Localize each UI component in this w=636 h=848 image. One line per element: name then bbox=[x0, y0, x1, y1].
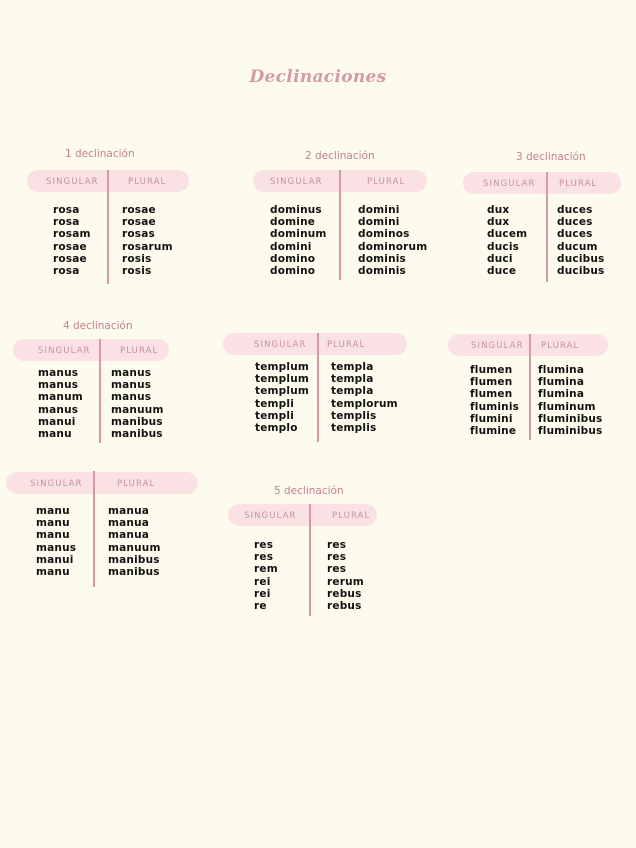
column-divider bbox=[99, 339, 101, 443]
singular-form: res bbox=[254, 539, 274, 551]
singular-form: rem bbox=[254, 563, 278, 576]
plural-form: manua bbox=[108, 517, 150, 530]
plural-form: rosae bbox=[122, 216, 156, 229]
header-singular: SINGULAR bbox=[254, 340, 307, 350]
singular-form: rei bbox=[254, 587, 271, 600]
plural-form: fluminum bbox=[538, 400, 596, 413]
singular-form: rosa bbox=[53, 265, 80, 278]
plural-form: templa bbox=[331, 361, 374, 373]
plural-form: templorum bbox=[331, 397, 398, 410]
plural-form: ducibus bbox=[557, 265, 605, 278]
plural-form: rosae bbox=[122, 204, 156, 216]
singular-form: manu bbox=[36, 529, 70, 542]
singular-column bbox=[255, 361, 309, 434]
plural-form: duces bbox=[557, 216, 593, 229]
header-plural: PLURAL bbox=[117, 479, 156, 489]
singular-form: flumen bbox=[470, 364, 513, 376]
singular-form: ducis bbox=[487, 240, 520, 253]
page-title: Declinaciones bbox=[249, 67, 387, 87]
singular-column bbox=[38, 367, 83, 440]
singular-form: rei bbox=[254, 575, 271, 588]
plural-form: manus bbox=[111, 391, 152, 404]
singular-form: flumine bbox=[470, 425, 517, 438]
column-divider bbox=[529, 334, 531, 440]
table-title: 3 declinación bbox=[516, 151, 586, 163]
singular-form: templi bbox=[255, 397, 294, 410]
singular-form: manui bbox=[36, 553, 74, 566]
plural-form: templa bbox=[331, 373, 374, 386]
singular-form: duci bbox=[487, 252, 513, 265]
column-divider bbox=[546, 172, 548, 282]
singular-form: templum bbox=[255, 373, 310, 386]
header-singular: SINGULAR bbox=[483, 179, 536, 189]
header-plural: PLURAL bbox=[327, 340, 366, 350]
plural-form: manus bbox=[111, 379, 152, 392]
plural-form: manibus bbox=[111, 415, 163, 428]
plural-form: res bbox=[327, 539, 347, 551]
table-title: 5 declinación bbox=[274, 485, 344, 497]
singular-column bbox=[487, 204, 527, 277]
singular-column bbox=[270, 204, 327, 277]
singular-column bbox=[36, 505, 76, 578]
plural-form: res bbox=[327, 563, 347, 576]
singular-form: fluminis bbox=[470, 400, 520, 413]
singular-form: manus bbox=[38, 379, 79, 392]
singular-form: templum bbox=[255, 385, 310, 398]
plural-form: dominis bbox=[358, 252, 406, 265]
plural-form: manua bbox=[108, 505, 150, 517]
plural-form: duces bbox=[557, 204, 593, 216]
plural-form: rebus bbox=[327, 587, 362, 600]
plural-form: manibus bbox=[108, 553, 160, 566]
plural-form: rebus bbox=[327, 600, 362, 613]
singular-form: flumen bbox=[470, 376, 513, 389]
singular-form: domine bbox=[270, 216, 316, 229]
column-divider bbox=[93, 471, 95, 587]
singular-form: rosae bbox=[53, 240, 87, 253]
singular-form: rosae bbox=[53, 252, 87, 265]
singular-form: templo bbox=[255, 422, 298, 435]
column-divider bbox=[107, 170, 109, 284]
plural-form: flumina bbox=[538, 364, 585, 376]
plural-form: templis bbox=[331, 422, 377, 435]
header-singular: SINGULAR bbox=[46, 177, 99, 187]
header-singular: SINGULAR bbox=[471, 341, 524, 351]
singular-form: domino bbox=[270, 265, 316, 278]
singular-column bbox=[53, 204, 91, 277]
singular-form: manui bbox=[38, 415, 76, 428]
singular-form: rosa bbox=[53, 204, 80, 216]
plural-column bbox=[327, 539, 364, 612]
plural-column bbox=[108, 505, 161, 578]
plural-form: manus bbox=[111, 367, 152, 379]
singular-form: res bbox=[254, 551, 274, 564]
plural-form: manua bbox=[108, 529, 150, 542]
header-plural: PLURAL bbox=[559, 179, 598, 189]
plural-form: flumina bbox=[538, 376, 585, 389]
plural-form: dominorum bbox=[358, 240, 428, 253]
column-divider bbox=[317, 333, 319, 442]
column-divider bbox=[339, 170, 341, 280]
plural-column bbox=[358, 204, 427, 277]
column-divider bbox=[309, 504, 311, 616]
plural-form: ducum bbox=[557, 240, 598, 253]
plural-form: dominos bbox=[358, 228, 410, 241]
plural-form: manibus bbox=[111, 428, 163, 441]
plural-form: manuum bbox=[108, 541, 161, 554]
plural-form: res bbox=[327, 551, 347, 564]
plural-form: rosis bbox=[122, 252, 152, 265]
plural-form: manuum bbox=[111, 403, 164, 416]
singular-form: manum bbox=[38, 391, 83, 404]
singular-form: domini bbox=[270, 240, 312, 253]
singular-form: dominum bbox=[270, 228, 327, 241]
singular-form: rosa bbox=[53, 216, 80, 229]
plural-form: ducibus bbox=[557, 252, 605, 265]
plural-form: fluminibus bbox=[538, 425, 603, 438]
table-title: 4 declinación bbox=[63, 320, 133, 332]
plural-column bbox=[331, 361, 398, 434]
header-singular: SINGULAR bbox=[244, 511, 297, 521]
header-plural: PLURAL bbox=[332, 511, 371, 521]
singular-form: manus bbox=[36, 541, 77, 554]
singular-column bbox=[470, 364, 519, 437]
plural-form: manibus bbox=[108, 566, 160, 579]
plural-column bbox=[111, 367, 164, 440]
plural-form: fluminibus bbox=[538, 412, 603, 425]
header-plural: PLURAL bbox=[120, 346, 159, 356]
plural-form: rerum bbox=[327, 575, 364, 588]
plural-form: dominis bbox=[358, 265, 406, 278]
header-plural: PLURAL bbox=[541, 341, 580, 351]
plural-column bbox=[122, 204, 173, 277]
singular-form: manus bbox=[38, 367, 79, 379]
plural-column bbox=[557, 204, 604, 277]
header-singular: SINGULAR bbox=[30, 479, 83, 489]
singular-form: templi bbox=[255, 409, 294, 422]
plural-form: templa bbox=[331, 385, 374, 398]
plural-form: domini bbox=[358, 216, 400, 229]
plural-form: flumina bbox=[538, 388, 585, 401]
table-title: 1 declinación bbox=[65, 148, 135, 160]
plural-form: rosarum bbox=[122, 240, 173, 253]
plural-column bbox=[538, 364, 603, 437]
singular-form: dux bbox=[487, 204, 510, 216]
singular-form: re bbox=[254, 600, 267, 613]
plural-form: duces bbox=[557, 228, 593, 241]
singular-form: templum bbox=[255, 361, 310, 373]
singular-form: duce bbox=[487, 265, 517, 278]
plural-form: rosis bbox=[122, 265, 152, 278]
header-singular: SINGULAR bbox=[270, 177, 323, 187]
singular-form: ducem bbox=[487, 228, 528, 241]
table-title: 2 declinación bbox=[305, 150, 375, 162]
plural-form: domini bbox=[358, 204, 400, 216]
singular-form: manu bbox=[36, 517, 70, 530]
header-plural: PLURAL bbox=[128, 177, 167, 187]
singular-form: flumen bbox=[470, 388, 513, 401]
singular-column bbox=[254, 539, 278, 612]
header-plural: PLURAL bbox=[367, 177, 406, 187]
singular-form: manu bbox=[36, 505, 70, 517]
singular-form: dominus bbox=[270, 204, 322, 216]
plural-form: rosas bbox=[122, 228, 155, 241]
header-band bbox=[223, 333, 407, 355]
singular-form: domino bbox=[270, 252, 316, 265]
header-singular: SINGULAR bbox=[38, 346, 91, 356]
singular-form: manus bbox=[38, 403, 79, 416]
plural-form: templis bbox=[331, 409, 377, 422]
singular-form: dux bbox=[487, 216, 510, 229]
singular-form: flumini bbox=[470, 412, 513, 425]
singular-form: rosam bbox=[53, 228, 91, 241]
singular-form: manu bbox=[38, 428, 72, 441]
singular-form: manu bbox=[36, 566, 70, 579]
